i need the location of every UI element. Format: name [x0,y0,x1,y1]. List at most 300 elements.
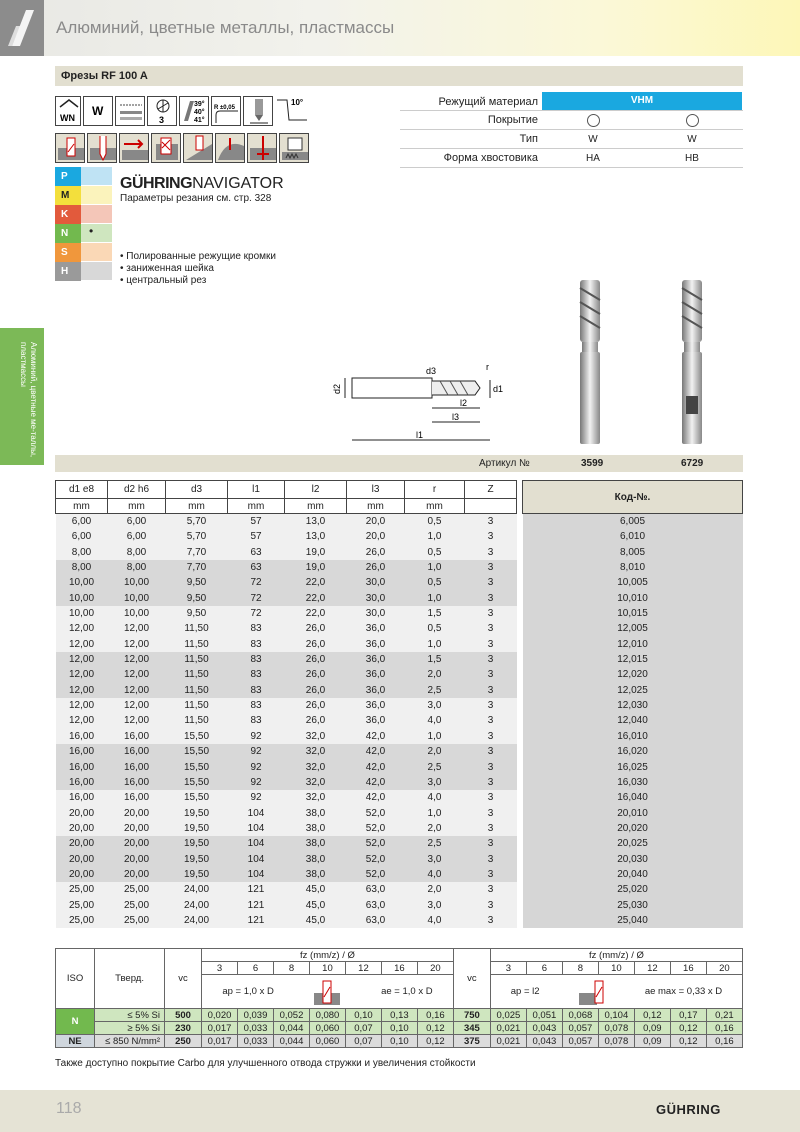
table-cell: 3 [465,759,517,774]
table-row [56,713,743,728]
col-header: r [405,481,465,499]
table-cell: 16,00 [108,790,166,805]
table-cell: 15,50 [166,744,228,759]
fz-cell: 0,12 [634,1009,670,1022]
table-row [56,897,743,912]
col-unit: mm [347,499,405,514]
table-cell: 6,00 [108,514,166,529]
diameter-cell: 3 [202,962,238,975]
shank-value-1: HA [586,153,600,164]
table-cell: 24,00 [166,897,228,912]
fz-cell: 0,16 [706,1022,742,1035]
table-cell: 83 [228,683,285,698]
cutting-material-badge: VHM [542,92,742,110]
side-milling-icon [119,133,149,163]
table-cell: 20,00 [108,836,166,851]
table-cell: 12,00 [56,683,108,698]
diameter-cell: 8 [562,962,598,975]
table-row [56,514,743,529]
table-cell: 3,0 [405,851,465,866]
diameter-cell: 10 [309,962,345,975]
table-row [56,575,743,590]
table-cell: 72 [228,591,285,606]
article-number-1: 3599 [581,458,604,469]
col-unit: mm [405,499,465,514]
table-cell: 2,5 [405,759,465,774]
tool-photo-hb [672,278,712,448]
col-unit [465,499,517,514]
fz-header-2: fz (mm/z) / Ø [490,949,742,962]
table-cell: 13,0 [285,529,347,544]
table-cell: 13,0 [285,514,347,529]
dim-l1: l1 [416,430,424,440]
fz-cell: 0,068 [562,1009,598,1022]
table-cell: 22,0 [285,606,347,621]
table-cell: 12,00 [108,637,166,652]
code-cell: 6,005 [523,514,743,529]
table-cell: 8,00 [56,545,108,560]
table-cell: 1,5 [405,652,465,667]
table-cell: 26,0 [285,683,347,698]
hardness-cell: ≤ 850 N/mm² [95,1035,165,1048]
iso-header: ISO [56,949,95,1009]
tool-drawing [330,360,510,450]
article-label: Артикул № [479,458,530,469]
table-cell: 38,0 [285,836,347,851]
material-fill-s [81,243,112,262]
face-milling-icon [279,133,309,163]
col-unit: mm [56,499,108,514]
table-cell: 30,0 [347,606,405,621]
table-cell: 2,0 [405,667,465,682]
diameter-cell: 8 [273,962,309,975]
fz-cell: 0,13 [381,1009,417,1022]
vc-cell: 500 [165,1009,202,1022]
table-cell: 9,50 [166,591,228,606]
fz-cell: 0,044 [273,1035,309,1048]
table-row [56,652,743,667]
table-cell: 3 [465,683,517,698]
table-cell: 42,0 [347,744,405,759]
table-cell: 26,0 [347,545,405,560]
code-cell: 20,020 [523,821,743,836]
iso-ne: NE [56,1035,95,1048]
code-cell: 8,005 [523,545,743,560]
table-cell: 15,50 [166,759,228,774]
table-cell: 36,0 [347,683,405,698]
table-cell: 45,0 [285,913,347,928]
col-header: d1 e8 [56,481,108,499]
fz-cell: 0,057 [562,1022,598,1035]
table-cell: 26,0 [285,637,347,652]
side-category-tab [0,328,44,465]
table-cell: 3 [465,652,517,667]
table-cell: 2,0 [405,744,465,759]
table-cell: 57 [228,529,285,544]
spec-divider [400,148,743,149]
fz-cell: 0,10 [381,1022,417,1035]
footnote: Также доступно покрытие Carbo для улучшенного отвода стружки и увеличения стойкости [55,1058,476,1069]
table-cell: 20,0 [347,514,405,529]
table-cell: 3 [465,867,517,882]
code-cell: 10,005 [523,575,743,590]
table-cell: 1,0 [405,591,465,606]
spec-divider [400,110,743,111]
table-cell: 3 [465,821,517,836]
table-cell: 4,0 [405,913,465,928]
diameter-cell: 6 [526,962,562,975]
table-row [56,667,743,682]
table-cell: 3 [465,545,517,560]
fz-cell: 0,021 [490,1022,526,1035]
dim-r: r [486,362,489,372]
table-cell: 20,0 [347,529,405,544]
table-cell: 20,00 [108,805,166,820]
table-row [56,851,743,866]
diameter-cell: 3 [490,962,526,975]
table-cell: 1,0 [405,637,465,652]
table-cell: 12,00 [108,713,166,728]
table-cell: 3 [465,698,517,713]
diameter-cell: 10 [598,962,634,975]
table-cell: 83 [228,667,285,682]
table-cell: 42,0 [347,729,405,744]
col-unit: mm [108,499,166,514]
fz-cell: 0,044 [273,1022,309,1035]
table-row [56,560,743,575]
spec-divider [400,129,743,130]
fz-header-1: fz (mm/z) / Ø [202,949,454,962]
table-cell: 3 [465,897,517,912]
code-cell: 6,010 [523,529,743,544]
material-code-m: M [55,186,81,205]
table-cell: 38,0 [285,805,347,820]
property-icons [55,96,307,126]
fz-cell: 0,12 [417,1035,453,1048]
svg-text:39°: 39° [194,101,205,108]
table-cell: 52,0 [347,867,405,882]
fz-cell: 0,080 [309,1009,345,1022]
table-cell: 3 [465,621,517,636]
col-unit: mm [285,499,347,514]
vc-header-2: vc [453,949,490,1009]
fz-cell: 0,052 [273,1009,309,1022]
table-cell: 2,5 [405,683,465,698]
table-cell: 12,00 [56,652,108,667]
table-cell: 12,00 [108,698,166,713]
helix-angle-icon [179,96,209,126]
table-cell: 11,50 [166,713,228,728]
fz-cell: 0,12 [670,1035,706,1048]
table-cell: 0,5 [405,545,465,560]
table-row [56,836,743,851]
table-cell: 22,0 [285,591,347,606]
table-cell: 2,0 [405,882,465,897]
table-cell: 11,50 [166,698,228,713]
table-cell: 16,00 [108,744,166,759]
table-cell: 92 [228,790,285,805]
iso-n: N [56,1009,95,1035]
dim-l3: l3 [452,412,460,422]
material-fill-n: • [81,224,112,243]
slotting-icon [55,133,85,163]
table-cell: 11,50 [166,667,228,682]
diameter-cell: 20 [706,962,742,975]
table-row [56,729,743,744]
table-cell: 52,0 [347,851,405,866]
diameter-cell: 12 [634,962,670,975]
fz-cell: 0,12 [417,1022,453,1035]
table-cell: 8,00 [108,545,166,560]
table-cell: 20,00 [56,836,108,851]
table-cell: 0,5 [405,514,465,529]
ap-left: ap = 1,0 x D [222,986,274,997]
table-cell: 11,50 [166,652,228,667]
svg-text:W: W [92,104,104,118]
table-cell: 38,0 [285,851,347,866]
feature-3: • центральный рез [120,275,207,286]
plunge-icon [87,133,117,163]
table-cell: 38,0 [285,821,347,836]
table-cell: 72 [228,575,285,590]
code-cell: 12,015 [523,652,743,667]
table-cell: 42,0 [347,790,405,805]
w-icon [83,96,113,126]
radius-tolerance-icon [211,96,241,126]
navigator-logo [120,175,284,193]
spec-label-coating: Покрытие [487,114,538,126]
table-cell: 63 [228,545,285,560]
table-cell: 3 [465,805,517,820]
flute-chip-icon [115,96,145,126]
code-cell: 10,010 [523,591,743,606]
table-cell: 20,00 [108,851,166,866]
fz-cell: 0,033 [238,1022,274,1035]
table-cell: 63,0 [347,913,405,928]
material-code-h: H [55,262,81,281]
table-row [56,805,743,820]
hardness-header: Тверд. [95,949,165,1009]
svg-text:40°: 40° [194,109,205,116]
table-cell: 121 [228,897,285,912]
table-cell: 0,5 [405,621,465,636]
table-cell: 3,0 [405,775,465,790]
table-cell: 20,00 [56,851,108,866]
table-cell: 7,70 [166,545,228,560]
fz-cell: 0,057 [562,1035,598,1048]
material-code-n: N [55,224,81,243]
table-cell: 3 [465,529,517,544]
navigator-brand-bold: GÜHRING [120,175,193,192]
material-code-p: P [55,167,81,186]
table-cell: 3 [465,851,517,866]
vc-cell: 230 [165,1022,202,1035]
table-cell: 0,5 [405,575,465,590]
table-cell: 3 [465,606,517,621]
dim-d1: d1 [493,384,504,394]
dim-l2: l2 [460,398,468,408]
table-cell: 6,00 [56,514,108,529]
angle-10-icon [275,96,305,126]
code-cell: 25,020 [523,882,743,897]
table-cell: 30,0 [347,575,405,590]
fz-cell: 0,078 [598,1022,634,1035]
table-cell: 19,50 [166,867,228,882]
table-cell: 11,50 [166,637,228,652]
table-cell: 12,00 [56,621,108,636]
table-row [56,775,743,790]
table-cell: 63,0 [347,897,405,912]
code-cell: 25,040 [523,913,743,928]
table-cell: 16,00 [108,775,166,790]
table-cell: 12,00 [56,713,108,728]
table-cell: 20,00 [56,805,108,820]
type-value-2: W [687,134,697,145]
table-cell: 36,0 [347,652,405,667]
vc-cell: 250 [165,1035,202,1048]
feature-2: • заниженная шейка [120,263,214,274]
drilling-icon [247,133,277,163]
table-cell: 83 [228,621,285,636]
code-cell: 16,030 [523,775,743,790]
code-header: Код-№. [523,481,743,514]
code-cell: 12,010 [523,637,743,652]
flutes-3-icon [147,96,177,126]
brand-mark-icon [0,0,44,56]
table-cell: 12,00 [108,621,166,636]
navigator-note: Параметры резания см. стр. 328 [120,193,272,204]
coating-none-icon [587,114,600,127]
fz-cell: 0,21 [706,1009,742,1022]
table-cell: 121 [228,913,285,928]
table-cell: 8,00 [56,560,108,575]
table-cell: 9,50 [166,606,228,621]
table-cell: 10,00 [108,575,166,590]
table-cell: 3 [465,836,517,851]
code-cell: 16,010 [523,729,743,744]
dim-d2: d2 [332,383,342,394]
hardness-cell: ≥ 5% Si [95,1022,165,1035]
material-code-k: K [55,205,81,224]
table-cell: 24,00 [166,882,228,897]
table-cell: 19,50 [166,836,228,851]
fz-cell: 0,10 [381,1035,417,1048]
table-cell: 7,70 [166,560,228,575]
table-cell: 83 [228,652,285,667]
table-cell: 42,0 [347,759,405,774]
vc-cell: 375 [453,1035,490,1048]
code-cell: 20,030 [523,851,743,866]
table-cell: 3,0 [405,698,465,713]
table-cell: 36,0 [347,667,405,682]
vc-cell: 345 [453,1022,490,1035]
ae-right: ae max = 0,33 x D [644,986,723,997]
table-row [56,882,743,897]
hardness-cell: ≤ 5% Si [95,1009,165,1022]
table-cell: 19,0 [285,545,347,560]
table-cell: 10,00 [56,575,108,590]
table-cell: 25,00 [108,882,166,897]
table-cell: 20,00 [108,867,166,882]
table-cell: 25,00 [56,882,108,897]
table-cell: 19,50 [166,805,228,820]
ae-left: ae = 1,0 x D [381,986,433,997]
diameter-cell: 20 [417,962,453,975]
table-cell: 3,0 [405,897,465,912]
table-row [56,621,743,636]
table-cell: 9,50 [166,575,228,590]
code-cell: 16,040 [523,790,743,805]
pocketing-icon [151,133,181,163]
table-cell: 16,00 [56,775,108,790]
table-cell: 83 [228,698,285,713]
code-cell: 12,025 [523,683,743,698]
code-cell: 10,015 [523,606,743,621]
table-cell: 22,0 [285,575,347,590]
fz-cell: 0,07 [345,1035,381,1048]
table-row [56,744,743,759]
material-fill-m [81,186,112,205]
table-cell: 92 [228,759,285,774]
type-value-1: W [588,134,598,145]
table-cell: 26,0 [285,713,347,728]
table-cell: 5,70 [166,514,228,529]
table-cell: 12,00 [108,667,166,682]
table-row [56,606,743,621]
table-row [56,683,743,698]
code-cell: 16,020 [523,744,743,759]
material-fill-k [81,205,112,224]
table-cell: 72 [228,606,285,621]
code-cell: 20,010 [523,805,743,820]
table-cell: 26,0 [285,621,347,636]
material-code-s: S [55,243,81,262]
fz-cell: 0,039 [238,1009,274,1022]
table-cell: 1,0 [405,805,465,820]
fz-cell: 0,07 [345,1022,381,1035]
article-number-2: 6729 [681,458,704,469]
table-cell: 2,5 [405,836,465,851]
table-cell: 104 [228,851,285,866]
table-cell: 8,00 [108,560,166,575]
fz-cell: 0,017 [202,1035,238,1048]
table-cell: 16,00 [56,729,108,744]
table-cell: 2,0 [405,821,465,836]
table-cell: 36,0 [347,698,405,713]
table-row [56,698,743,713]
fz-cell: 0,10 [345,1009,381,1022]
table-cell: 3 [465,591,517,606]
table-cell: 83 [228,713,285,728]
table-cell: 36,0 [347,713,405,728]
table-cell: 26,0 [285,698,347,713]
table-row [56,867,743,882]
svg-text:41°: 41° [194,117,205,124]
product-title-bar [55,66,743,86]
table-cell: 20,00 [108,821,166,836]
col-unit: mm [228,499,285,514]
code-cell: 16,025 [523,759,743,774]
table-cell: 32,0 [285,775,347,790]
table-cell: 30,0 [347,591,405,606]
table-cell: 45,0 [285,897,347,912]
table-cell: 12,00 [56,637,108,652]
table-cell: 45,0 [285,882,347,897]
table-cell: 92 [228,775,285,790]
fz-cell: 0,09 [634,1022,670,1035]
navigator-brand-light: NAVIGATOR [192,175,284,192]
table-cell: 19,50 [166,821,228,836]
